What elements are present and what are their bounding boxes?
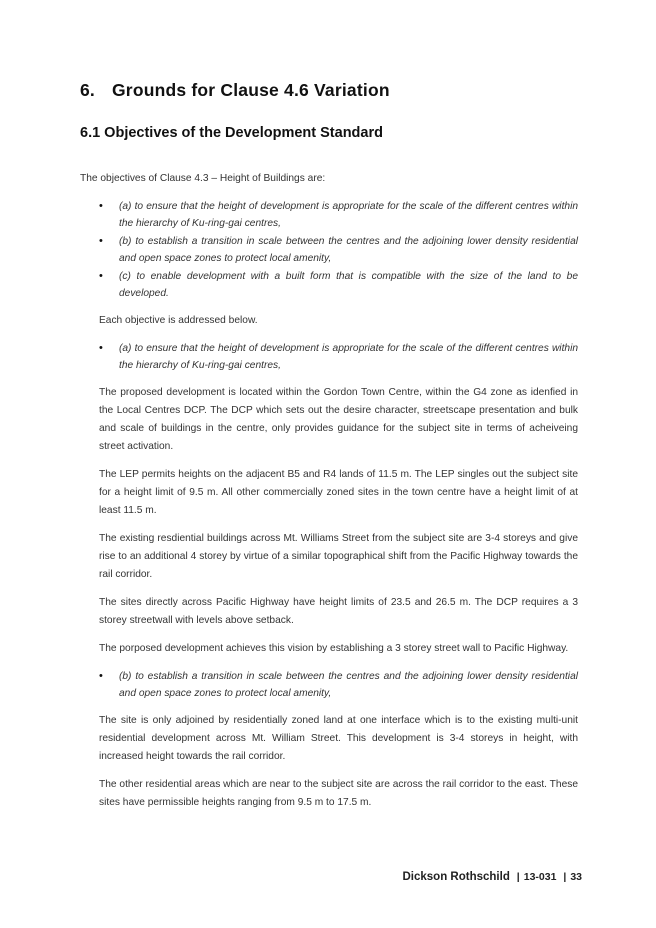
addressed-text: Each objective is addressed below. xyxy=(99,315,258,326)
page-content xyxy=(80,80,578,812)
objective-b-bullet xyxy=(99,668,578,702)
objective-a-bullet xyxy=(99,340,578,374)
paragraph: The LEP permits heights on the adjacent B5 and R4 lands of 11.5 m. The LEP singles out the subject site for a height limit of 9.5 m. All other commercially zoned sites in the town centre have a height limit of at least 11.5 m. xyxy=(99,469,578,516)
paragraph: The existing resdiential buildings across Mt. Williams Street from the subject site are 3-4 storeys and give rise to an additional 4 storey by virtue of a similar topographical shift from the Pacific Highway towards the rail corridor. xyxy=(99,533,578,580)
footer-separator: | xyxy=(563,871,567,883)
footer-brand: Dickson Rothschild xyxy=(402,871,510,883)
objective-a-text: • (a) to ensure that the height of development is appropriate for the scale of the different centres within the hierarchy of Ku-ring-gai centres, xyxy=(99,340,578,374)
footer-project-code: 13-031 xyxy=(523,871,557,883)
section-heading xyxy=(80,80,578,101)
objective-b-text: • (b) to establish a transition in scale between the centres and the adjoining lower density residential and open space zones to protect local amenity, xyxy=(99,668,578,702)
paragraph: The porposed development achieves this vision by establishing a 3 storey street wall to Pacific Highway. xyxy=(99,643,569,654)
section-title: Grounds for Clause 4.6 Variation xyxy=(112,80,390,100)
paragraph: The site is only adjoined by residentially zoned land at one interface which is to the existing multi-unit residential development across Mt. William Street. This development is 3-4 storeys in height, with increased height towards the rail corridor. xyxy=(99,715,578,762)
footer-page-number: 33 xyxy=(570,871,582,883)
objective-item: • (c) to enable development with a built form that is compatible with the size of the land to be developed. xyxy=(99,268,578,302)
intro-text: The objectives of Clause 4.3 – Height of Buildings are: xyxy=(80,173,326,184)
objective-item: • (b) to establish a transition in scale between the centres and the adjoining lower density residential and open space zones to protect local amenity, xyxy=(99,233,578,267)
objectives-list xyxy=(99,198,578,302)
objective-item: • (a) to ensure that the height of development is appropriate for the scale of the different centres within the hierarchy of Ku-ring-gai centres, xyxy=(99,198,578,232)
section-number: 6. xyxy=(80,80,95,100)
paragraph: The other residential areas which are near to the subject site are across the rail corridor to the east. These sites have permissible heights ranging from 9.5 m to 17.5 m. xyxy=(99,779,578,808)
paragraph: The sites directly across Pacific Highway have height limits of 23.5 and 26.5 m. The DCP requires a 3 storey streetwall with levels above setback. xyxy=(99,597,578,626)
paragraph: The proposed development is located within the Gordon Town Centre, within the G4 zone as idenfied in the Local Centres DCP. The DCP which sets out the desire character, streetscape presentation and bulk and scale of buildings in the centre, only provides guidance for the subject site in terms of acheiveing street activation. xyxy=(99,387,578,452)
subsection-heading: 6.1 Objectives of the Development Standard xyxy=(80,125,383,141)
page-footer xyxy=(403,871,583,883)
footer-separator: | xyxy=(516,871,520,883)
